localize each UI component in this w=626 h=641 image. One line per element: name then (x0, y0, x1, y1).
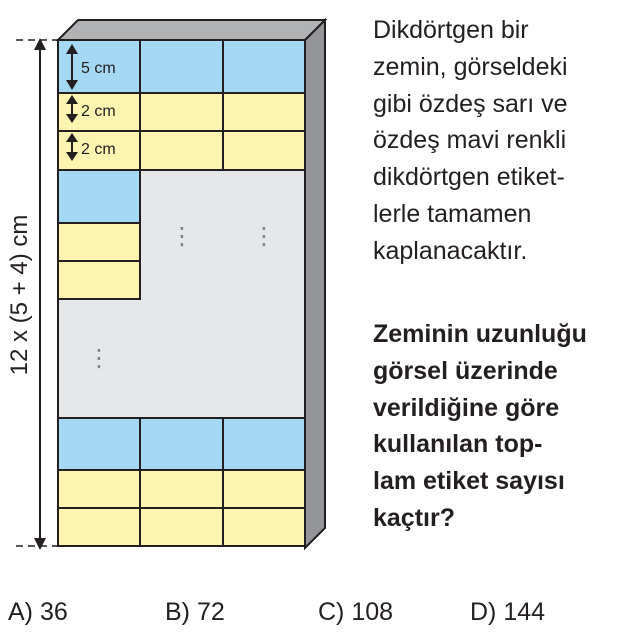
yellow-tile (140, 470, 223, 508)
continuation-mark: ⋮ (87, 345, 111, 372)
statement-line: Dikdörtgen bir (373, 16, 529, 44)
choice-b[interactable]: B) 72 (165, 598, 225, 626)
blue-tile (223, 418, 305, 470)
statement-line: dikdörtgen etiket- (373, 163, 565, 192)
figure-side-face (305, 20, 325, 548)
statement-line: kaplanacaktır. (373, 236, 528, 265)
question-line: verildiğine göre (373, 393, 560, 422)
statement-line: gibi özdeş sarı ve (373, 89, 568, 118)
yellow-tile (140, 131, 223, 170)
yellow-tile (223, 93, 305, 131)
yellow-tile (223, 470, 305, 508)
choice-d[interactable]: D) 144 (470, 598, 546, 626)
question-line: kullanılan top- (373, 430, 543, 459)
figure-top-face (58, 20, 325, 40)
choice-a[interactable]: A) 36 (8, 598, 68, 626)
yellow-row-measure-label-1: 2 cm (81, 103, 116, 120)
statement-line: lerle tamamen (373, 199, 532, 228)
blue-tile (140, 40, 223, 93)
question-line: görsel üzerinde (373, 356, 558, 385)
continuation-mark: ⋮ (252, 223, 276, 250)
height-label: 12 x (5 + 4) cm (6, 214, 33, 376)
problem-statement (373, 12, 623, 270)
question-line: kaçtır? (373, 503, 455, 532)
yellow-tile (58, 261, 140, 299)
continuation-mark: ⋮ (170, 223, 194, 250)
question-text (373, 316, 623, 537)
yellow-tile (58, 223, 140, 261)
yellow-tile (223, 508, 305, 546)
statement-line: özdeş mavi renkli (373, 126, 567, 155)
question-line: Zeminin uzunluğu (373, 320, 587, 348)
yellow-tile (223, 131, 305, 170)
blue-tile (223, 40, 305, 93)
blue-tile (58, 170, 140, 223)
yellow-tile (58, 508, 140, 546)
yellow-tile (140, 508, 223, 546)
height-arrow-bottom (34, 538, 46, 550)
choice-c[interactable]: C) 108 (318, 598, 394, 626)
statement-line: zemin, görseldeki (373, 52, 568, 81)
blue-row-measure-label: 5 cm (81, 60, 116, 77)
floor-figure (0, 0, 345, 560)
yellow-tile (140, 93, 223, 131)
question-line: lam etiket sayısı (373, 467, 565, 496)
yellow-row-measure-label-2: 2 cm (81, 141, 116, 158)
blue-tile (58, 418, 140, 470)
blue-tile (140, 418, 223, 470)
yellow-tile (58, 470, 140, 508)
